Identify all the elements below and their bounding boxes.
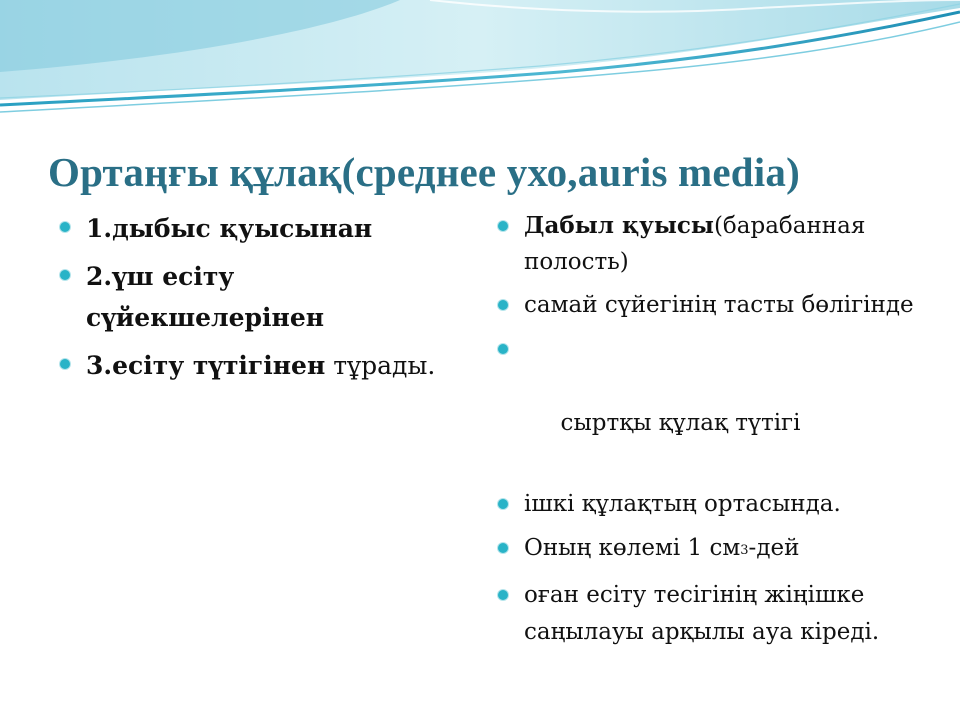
list-item-text: 2.үш есіту сүйекшелерінен: [86, 262, 325, 332]
list-item-text: ішкі құлақтың ортасында.: [524, 491, 841, 517]
list-item: [60, 345, 440, 386]
list-item: [498, 486, 938, 523]
list-item-text: сыртқы құлақ түтігі: [553, 410, 801, 436]
list-item-text: оған есіту тесігінің жіңішке саңылауы арқылы ауа кіреді.: [524, 582, 880, 645]
bullet-icon: [60, 359, 70, 369]
left-bullet-list: [60, 208, 440, 393]
list-item: [498, 208, 938, 280]
list-item: [498, 577, 938, 651]
list-item: [498, 331, 938, 479]
bullet-icon: [498, 499, 508, 509]
header-wave-decoration: [0, 0, 960, 130]
list-item-plain-text: (барабанная полость): [524, 213, 866, 275]
list-item-bold-text: 3.есіту түтігінен: [86, 351, 326, 380]
superscript-unit: 3: [740, 543, 749, 558]
list-item-text-suffix: -дей: [748, 535, 800, 561]
list-item: [498, 287, 938, 324]
bullet-icon: [60, 222, 70, 232]
list-item-bold-text: Дабыл қуысы: [524, 212, 714, 239]
list-item: [60, 208, 440, 249]
slide-title: Ортаңғы құлақ(среднее ухо,auris media): [48, 149, 800, 195]
list-item: [60, 256, 440, 338]
bullet-icon: [498, 590, 508, 600]
bullet-icon: [60, 270, 70, 280]
right-bullet-list: [498, 208, 938, 658]
list-item-text-prefix: Оның көлемі 1 см: [524, 535, 741, 561]
list-item-plain-text: тұрады.: [325, 351, 436, 380]
list-item-text: самай сүйегінің тасты бөлігінде: [524, 292, 914, 318]
bullet-icon: [498, 543, 508, 553]
bullet-icon: [498, 300, 508, 310]
list-item-text: 1.дыбыс қуысынан: [86, 214, 373, 243]
bullet-icon: [498, 221, 508, 231]
bullet-icon: [498, 344, 508, 354]
list-item: [498, 530, 938, 570]
